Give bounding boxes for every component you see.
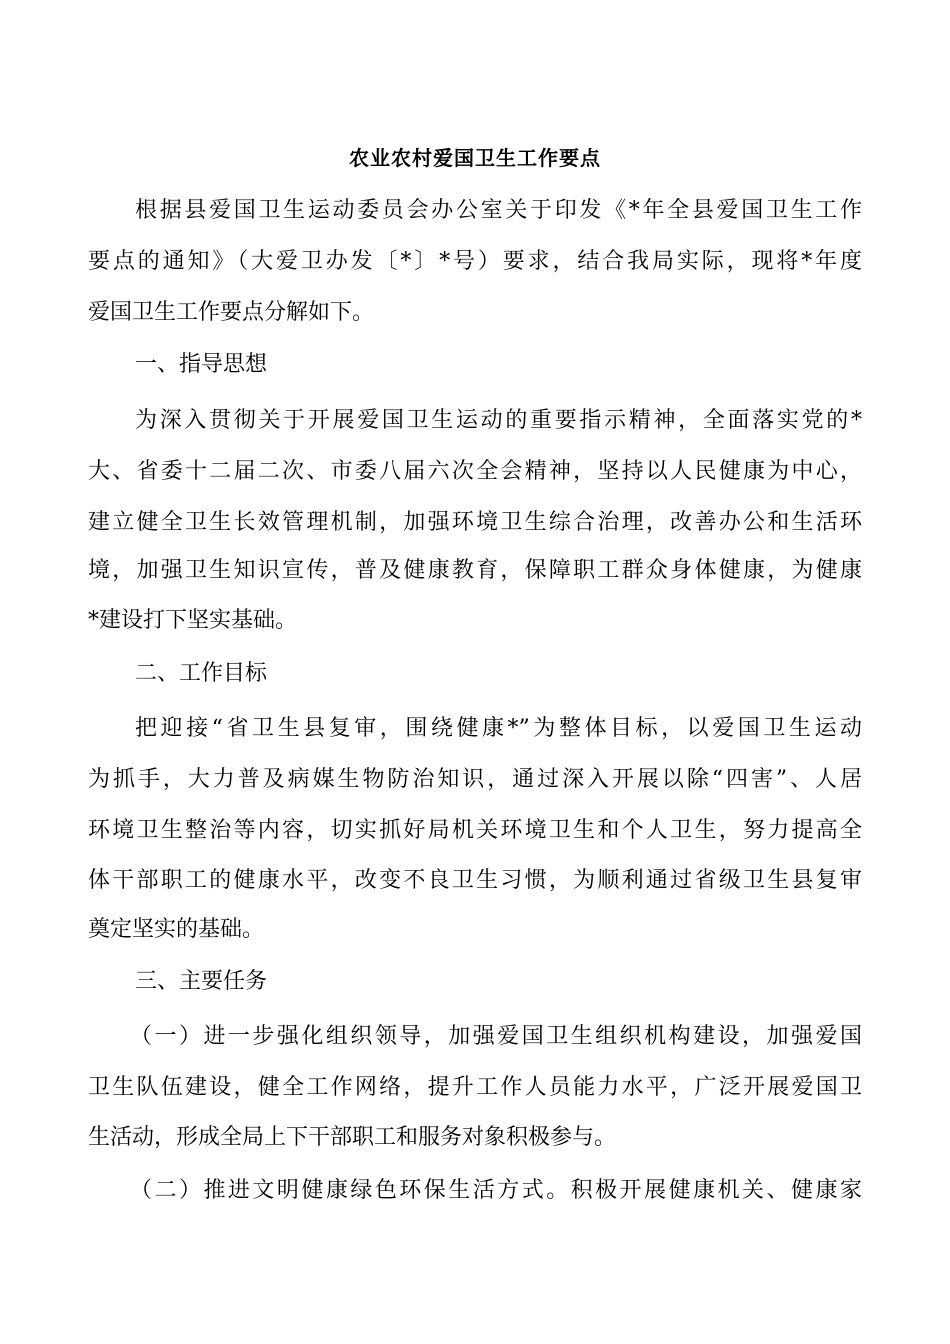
paragraph-line: 爱国卫生工作要点分解如下。	[88, 300, 375, 325]
paragraph-line: 生活动，形成全局上下干部职工和服务对象积极参与。	[88, 1125, 617, 1150]
paragraph-line: 为抓手，大力普及病媒生物防治知识，通过深入开展以除“四害”、人居	[88, 767, 862, 792]
paragraph-line: 环境卫生整治等内容，切实抓好局机关环境卫生和个人卫生，努力提高全	[88, 818, 862, 843]
paragraph-line: 根据县爱国卫生运动委员会办公室关于印发《*年全县爱国卫生工作	[135, 198, 862, 223]
paragraph-line: 建立健全卫生长效管理机制，加强环境卫生综合治理，改善办公和生活环	[88, 510, 862, 535]
paragraph-line: 大、省委十二届二次、市委八届六次全会精神，坚持以人民健康为中心，	[88, 459, 862, 484]
paragraph-line: 为深入贯彻关于开展爱国卫生运动的重要指示精神，全面落实党的*	[135, 408, 862, 433]
paragraph-line: （一）进一步强化组织领导，加强爱国卫生组织机构建设，加强爱国	[130, 1024, 862, 1049]
paragraph-line: 奠定坚实的基础。	[88, 917, 265, 942]
paragraph-line: 体干部职工的健康水平，改变不良卫生习惯，为顺利通过省级卫生县复审	[88, 868, 862, 893]
section-heading: 二、工作目标	[135, 661, 268, 686]
paragraph-line: 把迎接“省卫生县复审，围绕健康*”为整体目标，以爱国卫生运动	[135, 716, 862, 741]
section-heading: 一、指导思想	[135, 352, 268, 377]
paragraph-line: （二）推进文明健康绿色环保生活方式。积极开展健康机关、健康家	[130, 1178, 862, 1203]
section-heading: 三、主要任务	[135, 969, 268, 994]
document-title: 农业农村爱国卫生工作要点	[349, 146, 601, 170]
paragraph-line: 卫生队伍建设，健全工作网络，提升工作人员能力水平，广泛开展爱国卫	[88, 1075, 862, 1100]
paragraph-line: *建设打下坚实基础。	[88, 608, 298, 633]
paragraph-line: 要点的通知》（大爱卫办发〔*〕*号）要求，结合我局实际，现将*年度	[88, 249, 862, 274]
paragraph-line: 境，加强卫生知识宣传，普及健康教育，保障职工群众身体健康，为健康	[88, 558, 862, 583]
